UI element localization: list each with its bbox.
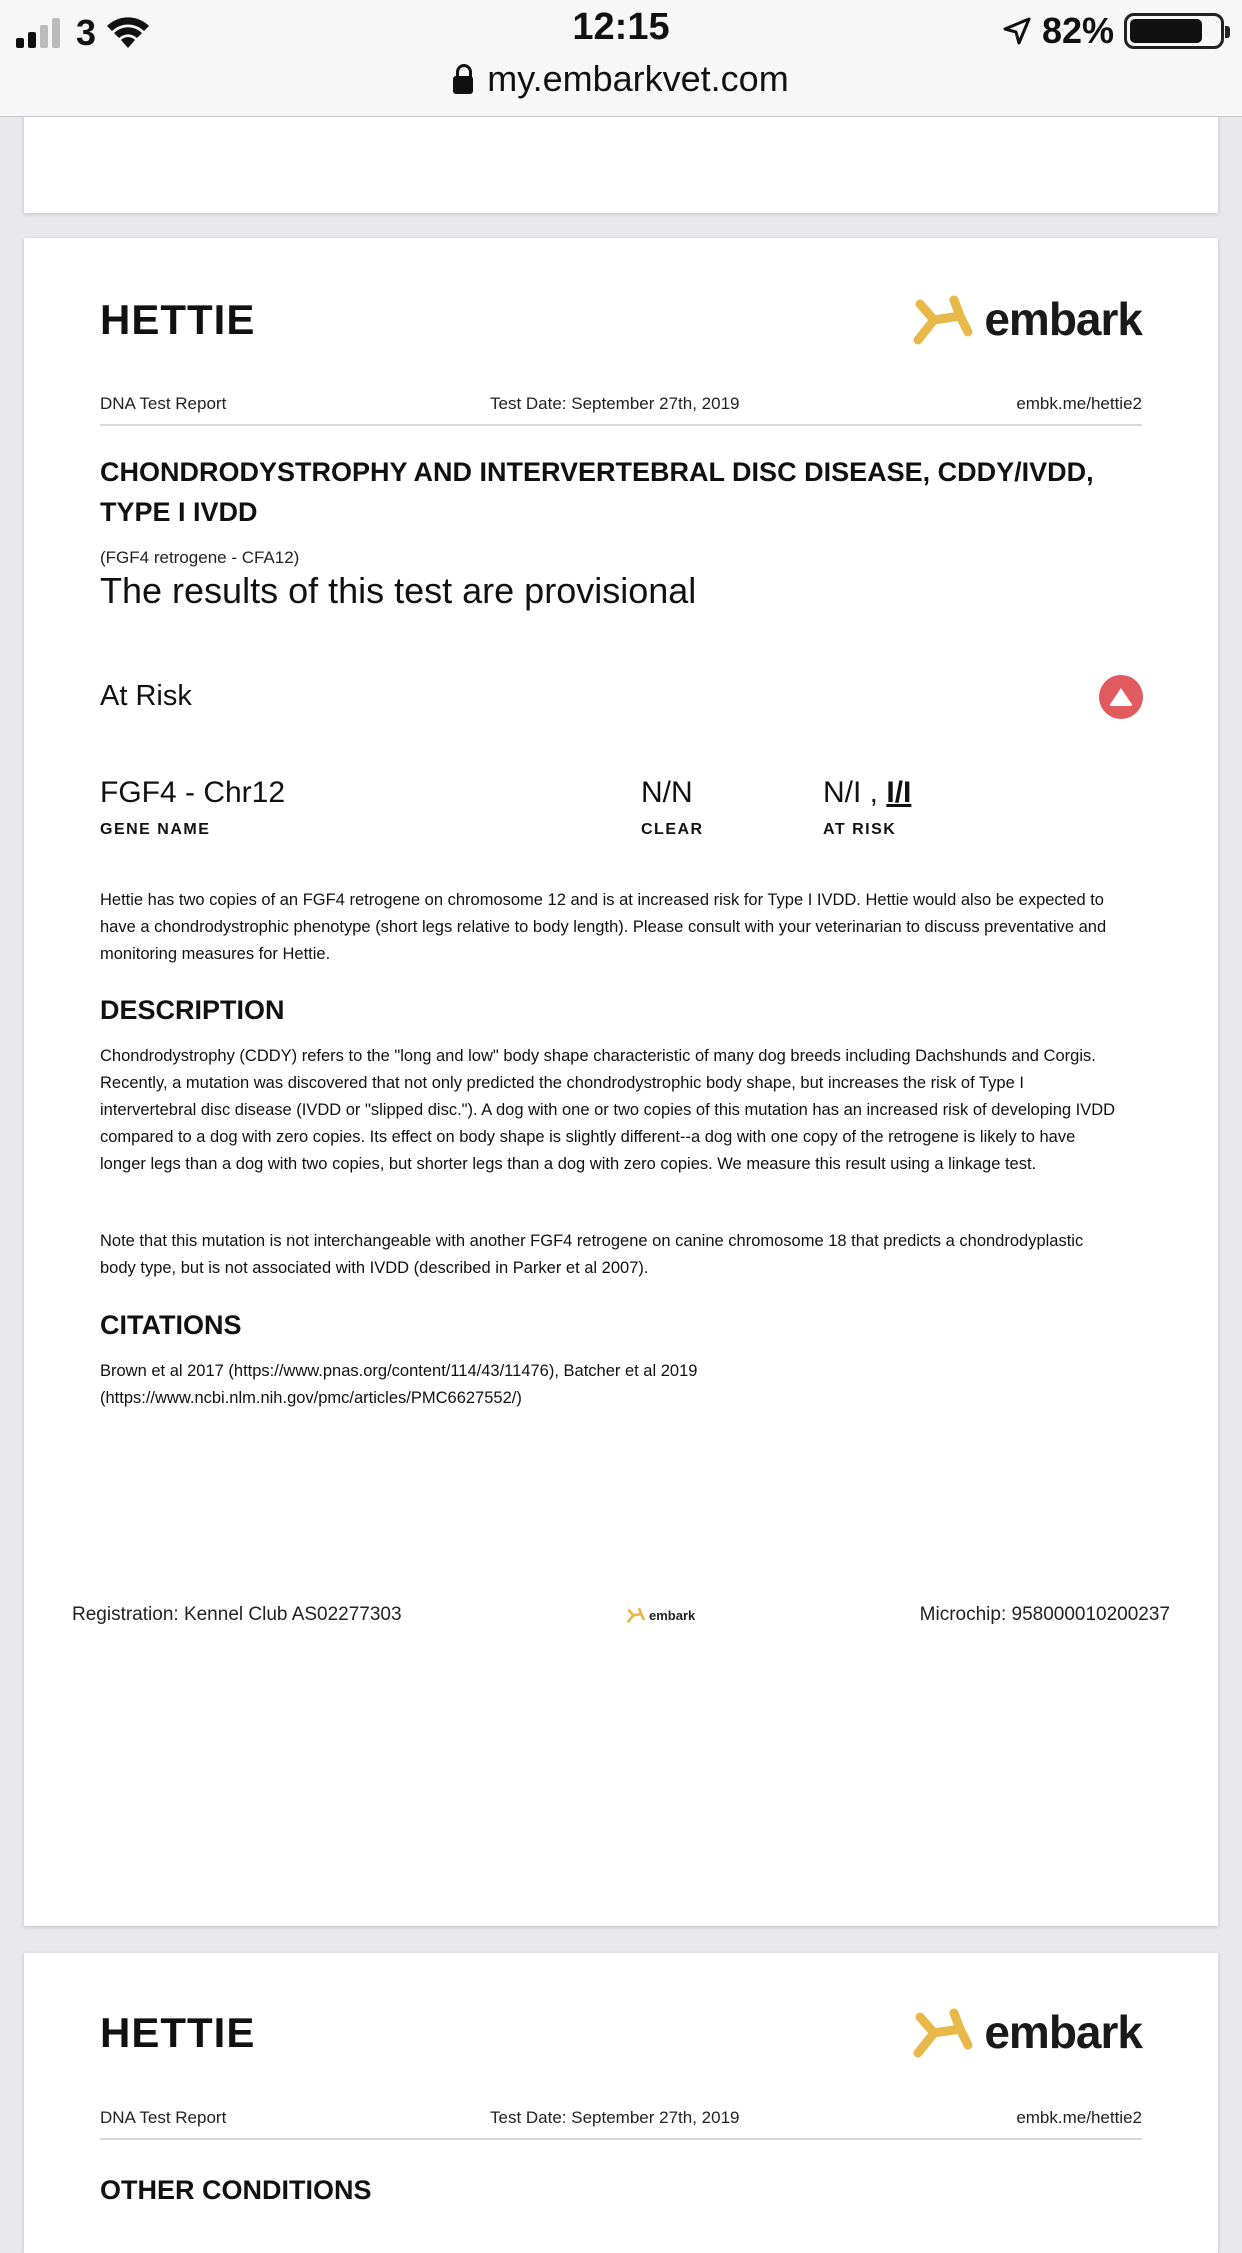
registration: Registration: Kennel Club AS02277303 — [72, 1604, 402, 1625]
microchip: Microchip: 958000010200237 — [919, 1604, 1170, 1625]
lock-icon — [453, 76, 473, 94]
url-bar[interactable] — [0, 58, 1242, 100]
embark-logo-icon — [626, 1606, 646, 1624]
description-paragraph-1: Chondrodystrophy (CDDY) refers to the "long and low" body shape characteristic of many dog breeds including Dachshunds and Corgis. Recently, a mutation was discovered that not only predicted the chondrodystrophic body shape, but increases the risk of Type I intervertebral disc disease (IVDD or "slipped disc."). A dog with one or two copies of this mutation has an increased risk of developing IVDD compared to a dog with zero copies. Its effect on body shape is slightly different--a dog with one copy of the retrogene is likely to have longer legs than a dog with two copies, but shorter legs than a dog with zero copies. We measure this result using a linkage test. — [100, 1047, 1116, 1173]
embark-logo-icon — [910, 290, 976, 348]
report-page-next — [24, 1953, 1218, 2253]
embark-logo-next — [910, 2003, 1142, 2061]
at-risk-value-one-copy: N/I , — [823, 776, 879, 809]
embark-logo — [910, 290, 1142, 348]
report-footer — [72, 1604, 1170, 1626]
dog-name: HETTIE — [100, 296, 256, 343]
gene-name-label: GENE NAME — [100, 821, 211, 838]
embark-logo-icon — [910, 2003, 976, 2061]
report-page — [24, 238, 1218, 1926]
result-summary: Hettie has two copies of an FGF4 retrogene on chromosome 12 and is at increased risk for Type I IVDD. Hettie would also be expected to have a chondrodystrophic phenotype (short legs relative to body length). Please consult with your veterinarian to discuss preventative and monitoring measures for Hettie. — [100, 891, 1107, 963]
next-short-link[interactable]: embk.me/hettie2 — [1016, 2108, 1142, 2127]
url-text[interactable]: my.embarkvet.com — [487, 58, 789, 99]
description-heading: DESCRIPTION — [100, 995, 285, 1025]
short-link[interactable]: embk.me/hettie2 — [1016, 394, 1142, 413]
doc-type: DNA Test Report — [100, 394, 227, 413]
footer-logo — [626, 1606, 695, 1624]
condition-subtitle: (FGF4 retrogene - CFA12) — [100, 548, 300, 567]
report-meta-row — [100, 394, 1142, 426]
description-paragraph-2: Note that this mutation is not interchangeable with another FGF4 retrogene on canine chromosome 18 that predicts a chondrodyplastic body type, but is not associated with IVDD (described in Parker et al 2007). — [100, 1232, 1084, 1277]
at-risk-value — [823, 776, 911, 810]
browser-top-bar — [0, 0, 1242, 117]
next-meta-row — [100, 2108, 1142, 2140]
location-arrow-icon — [1002, 16, 1032, 46]
test-date: Test Date: September 27th, 2019 — [490, 394, 740, 413]
condition-title: CHONDRODYSTROPHY AND INTERVERTEBRAL DISC DISEASE, CDDY/IVDD, TYPE I IVDD — [100, 457, 1094, 527]
battery-icon — [1124, 13, 1224, 49]
logo-wordmark-next: embark — [984, 2006, 1142, 2058]
next-dog-name: HETTIE — [100, 2009, 256, 2056]
alert-triangle-icon — [1099, 675, 1143, 719]
other-conditions-heading: OTHER CONDITIONS — [100, 2175, 372, 2205]
status-right — [1002, 10, 1224, 52]
risk-status: At Risk — [100, 680, 192, 712]
gene-name-value: FGF4 - Chr12 — [100, 776, 286, 809]
carrier-label: 3 — [76, 12, 97, 53]
battery-percent: 82% — [1041, 10, 1114, 51]
at-risk-value-two-copies: I/I — [886, 776, 912, 809]
clear-label: CLEAR — [641, 821, 704, 838]
at-risk-label: AT RISK — [823, 821, 897, 838]
next-test-date: Test Date: September 27th, 2019 — [490, 2108, 740, 2127]
clear-value: N/N — [641, 776, 693, 809]
citations-heading: CITATIONS — [100, 1310, 242, 1340]
status-time: 12:15 — [572, 6, 670, 48]
logo-wordmark: embark — [984, 293, 1142, 345]
citations-text: Brown et al 2017 (https://www.pnas.org/content/114/43/11476), Batcher et al 2019 (https://www.ncbi.nlm.nih.gov/pmc/articles/PMC6627552/) — [100, 1362, 698, 1407]
provisional-notice: The results of this test are provisional — [100, 570, 697, 611]
battery-fill — [1130, 19, 1202, 43]
footer-logo-text: embark — [648, 1607, 696, 1623]
next-doc-type: DNA Test Report — [100, 2108, 227, 2127]
